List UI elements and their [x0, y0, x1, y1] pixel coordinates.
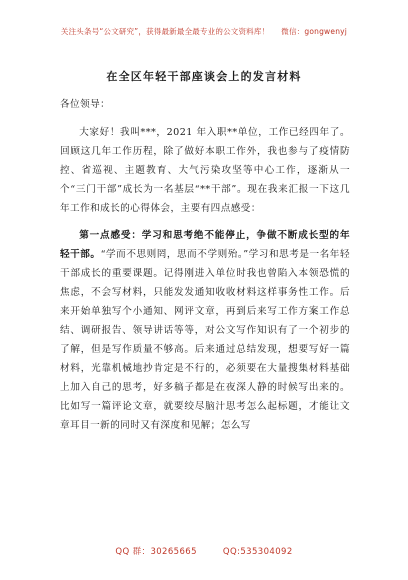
document-title: 在全区年轻干部座谈会上的发言材料	[106, 70, 302, 83]
salutation: 各位领导：	[60, 99, 111, 110]
point-one-body: “学而不思则罔，思而不学则殆。”学习和思考是一名年轻干部成长的重要课题。记得刚进入单位时我也曾陷入本领恐慌的焦虑，不会写材料，只能发发通知收收材料这样事务性工作。后来开始单独写个小通知、网评文章，再到后来写工作方案工作总结、调研报告、领导讲话等等，对公文写作知识有了一个初步的了解，但是写作质量不够高。后来通过总结发现，想要写好一篇材料，光靠机械地抄肯定是不行的，必须要在大量搜集材料基础上加入自己的思考，好多稿子都是在夜深人静的时候写出来的。比如写一篇评论文章，就要绞尽脑汁思考怎么起标题，才能让文章耳目一新的同时又有深度和见解；怎么写	[60, 249, 350, 431]
footer-contact	[0, 545, 408, 557]
footer-qq-group: QQ 群：30265665	[115, 547, 197, 557]
footer-qq: QQ:535304092	[222, 547, 293, 557]
intro-paragraph: 大家好！我叫***，2021 年入职**单位，工作已经四年了。回顾这几年工作历程，除了做好本职工作外，我也参与了疫情防控、省巡视、主题教育、大气污染攻坚等中心工作，逐渐从一个“三门干部”成长为一名基层“**干部”。现在我来汇报一下这几年工作和成长的心得体会，主要有四点感受：	[60, 126, 350, 214]
document-body	[60, 96, 350, 435]
banner-promo-text: 关注头条号“公文研究”，获得最新最全最专业的公文资料库！	[60, 27, 270, 36]
top-banner	[0, 26, 408, 37]
banner-wechat: 微信：gongwenyj	[281, 27, 348, 36]
point-one-paragraph	[60, 227, 350, 435]
point-one-heading: 第一点感受：学习和思考绝不能停止，争做不断成长型的年轻干部。	[60, 230, 350, 261]
